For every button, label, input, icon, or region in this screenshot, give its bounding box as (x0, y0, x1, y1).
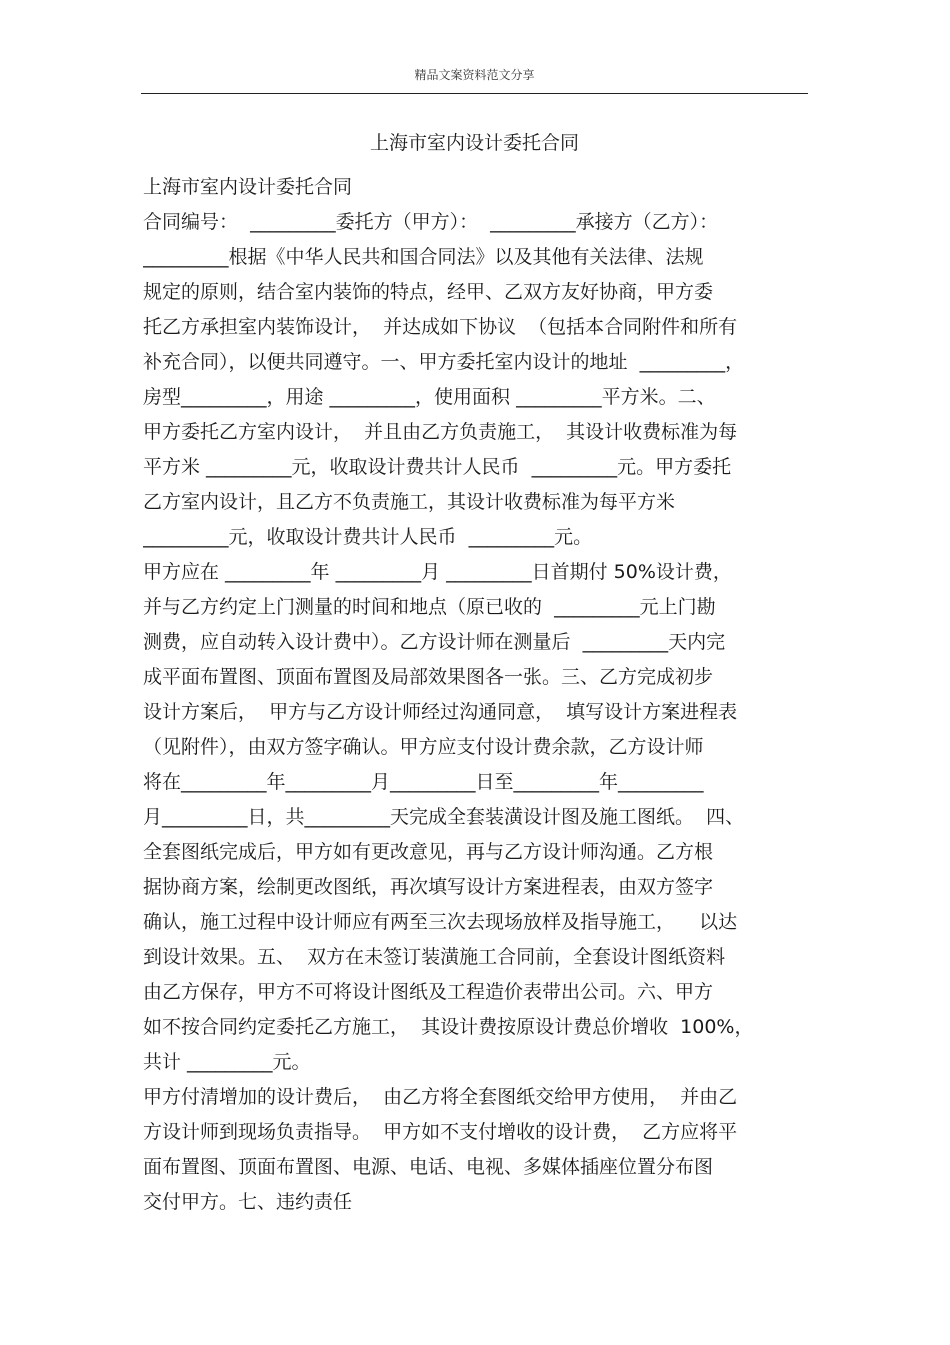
body-line: 到设计效果。五、 双方在未签订装潢施工合同前，全套设计图纸资料 (143, 946, 726, 968)
body-line: 确认，施工过程中设计师应有两至三次去现场放样及指导施工， 以达 (143, 911, 738, 933)
body-line: 房型_________，用途 _________，使用面积 _________平方米。二、 (143, 386, 716, 408)
body-line: 方设计师到现场负责指导。 甲方如不支付增收的设计费， 乙方应将平 (143, 1121, 738, 1143)
body-line: _________元，收取设计费共计人民币 _________元。 (143, 526, 593, 548)
body-line: 设计方案后， 甲方与乙方设计师经过沟通同意， 填写设计方案进程表 (143, 701, 738, 723)
body-line: 规定的原则，结合室内装饰的特点，经甲、乙双方友好协商，甲方委 (143, 281, 714, 303)
body-line: 测费，应自动转入设计费中）。乙方设计师在测量后 _________天内完 (143, 631, 726, 653)
body-line: 如不按合同约定委托乙方施工， 其设计费按原设计费总价增收 100%， (143, 1016, 754, 1038)
body-line: 全套图纸完成后，甲方如有更改意见，再与乙方设计师沟通。乙方根 (143, 841, 714, 863)
body-line: 甲方委托乙方室内设计， 并且由乙方负责施工， 其设计收费标准为每 (143, 421, 738, 443)
document-title: 上海市室内设计委托合同 (369, 132, 579, 154)
body-line: 合同编号： _________委托方（甲方）： _________承接方（乙方）： (143, 211, 719, 233)
body-line: 月_________日，共_________天完成全套装潢设计图及施工图纸。 四、 (143, 806, 745, 828)
body-line: _________根据《中华人民共和国合同法》以及其他有关法律、法规 (143, 246, 704, 268)
body-line: 交付甲方。七、违约责任 (143, 1191, 353, 1213)
body-line: 上海市室内设计委托合同 (143, 176, 353, 198)
body-line: 平方米 _________元，收取设计费共计人民币 _________元。甲方委托 (143, 456, 732, 478)
document-body (143, 170, 809, 1220)
body-line: 面布置图、顶面布置图、电源、电话、电视、多媒体插座位置分布图 (143, 1156, 714, 1178)
header-text: 精品文案资料范文分享 (414, 68, 535, 82)
body-line: （见附件），由双方签字确认。甲方应支付设计费余款，乙方设计师 (143, 736, 704, 758)
body-line: 甲方应在 _________年 _________月 _________日首期付 50%设计费， (143, 561, 732, 583)
body-line: 共计 _________元。 (143, 1051, 311, 1073)
body-line: 补充合同），以便共同遵守。一、甲方委托室内设计的地址 _________， (143, 351, 745, 373)
body-line: 乙方室内设计，且乙方不负责施工，其设计收费标准为每平方米 (143, 491, 676, 513)
body-line: 托乙方承担室内装饰设计， 并达成如下协议 （包括本合同附件和所有 (143, 316, 738, 338)
body-line: 并与乙方约定上门测量的时间和地点（原已收的 _________元上门勘 (143, 596, 716, 618)
body-line: 甲方付清增加的设计费后， 由乙方将全套图纸交给甲方使用， 并由乙 (143, 1086, 738, 1108)
body-line: 成平面布置图、顶面布置图及局部效果图各一张。三、乙方完成初步 (143, 666, 714, 688)
body-line: 据协商方案，绘制更改图纸，再次填写设计方案进程表，由双方签字 (143, 876, 714, 898)
body-line: 将在_________年_________月_________日至_________年_________ (143, 771, 704, 793)
body-line: 由乙方保存，甲方不可将设计图纸及工程造价表带出公司。六、甲方 (143, 981, 714, 1003)
page-header (141, 60, 808, 94)
